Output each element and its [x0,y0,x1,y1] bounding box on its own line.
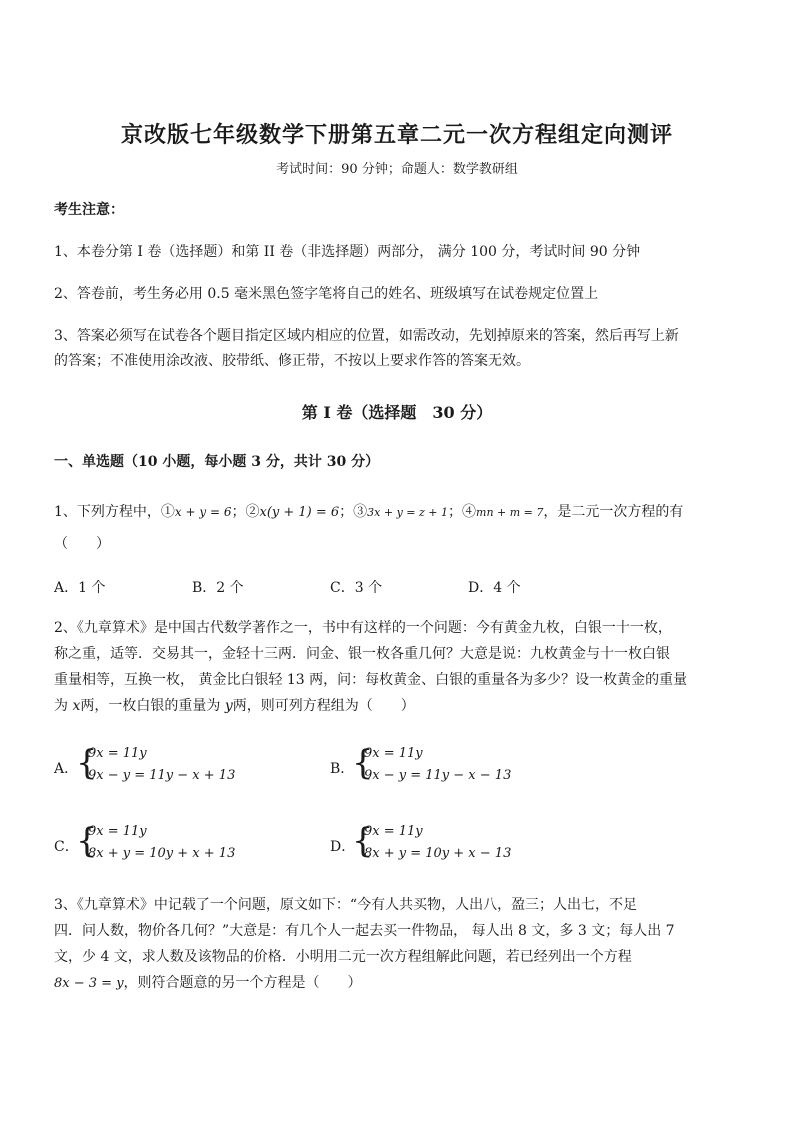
q1-option-b[interactable]: B．2 个 [192,580,244,596]
q1-circle-2: ② [245,504,260,520]
brace-icon: { [76,743,98,783]
q2-option-a-eq1: 9x = 11y [88,746,147,761]
q2-option-c-eq2: 8x + y = 10y + x + 13 [88,846,236,861]
q2-line-4-a: 为 [54,698,73,714]
q2-option-d-eq2: 8x + y = 10y + x − 13 [364,846,512,861]
q2-var-x: x [72,698,81,714]
q1-prefix: 1、下列方程中， [54,504,161,520]
q1-equation-3: 3x + y = z + 1 [367,506,449,519]
q1-circle-4: ④ [462,504,477,520]
q2-option-d-eq1: 9x = 11y [364,824,423,839]
q2-line-4-c: 两，则可列方程组为（ ） [232,698,415,714]
q2-var-y: y [224,698,233,714]
q3-equation: 8x − 3 = y [54,976,124,991]
q2-option-d[interactable] [330,822,590,866]
q1-separator-1: ； [231,504,246,520]
exam-info: 考试时间：90 分钟；命题人：数学教研组 [276,162,518,177]
q1-separator-2: ； [339,504,354,520]
q2-line-4 [54,693,415,719]
q1-option-c[interactable]: C．3 个 [330,580,383,596]
brace-icon: { [352,821,374,861]
q2-option-d-label: D． [330,839,356,855]
q1-suffix: ，是二元一次方程的有 [543,504,684,520]
q3-line-4-rest: ，则符合题意的另一个方程是（ ） [123,975,362,991]
q2-line-3: 重量相等，互换一枚， 黄金比白银轻 13 两，问：每枚黄金、白银的重量各为多少？设一枚黄金的重量 [54,672,688,688]
q3-line-4 [54,970,362,997]
q2-option-a-label: A． [54,761,79,777]
notice-item-2: 2、答卷前，考生务必用 0.5 毫米黑色签字笔将自己的姓名、班级填写在试卷规定位置上 [54,286,599,302]
q2-option-c-label: C． [54,839,79,855]
q2-option-b[interactable] [330,744,590,788]
brace-icon: { [76,821,98,861]
notice-item-1: 1、本卷分第 I 卷（选择题）和第 II 卷（非选择题）两部分， 满分 100 分，考试时间 90 分钟 [54,244,641,260]
q2-option-a[interactable] [54,744,314,788]
q2-option-a-eq2: 9x − y = 11y − x + 13 [88,768,236,783]
q2-option-c-eq1: 9x = 11y [88,824,147,839]
q1-equation-1: x + y = 6 [174,505,232,519]
q3-line-1: 3、《九章算术》中记载了一个问题，原文如下：“今有人共买物，人出八，盈三；人出七，不足 [54,897,638,913]
q1-circle-3: ③ [353,504,368,520]
q1-answer-blank: （ ） [54,536,110,552]
q2-line-1: 2、《九章算术》是中国古代数学著作之一，书中有这样的一个问题：今有黄金九枚，白银一十一枚， [54,620,672,636]
q2-option-b-eq1: 9x = 11y [364,746,423,761]
q1-circle-1: ① [160,504,175,520]
q1-option-a[interactable]: A．1 个 [54,580,106,596]
page-title: 京改版七年级数学下册第五章二元一次方程组定向测评 [120,122,673,148]
notice-item-3: 3、答案必须写在试卷各个题目指定区域内相应的位置，如需改动，先划掉原来的答案，然后再写上新 [54,328,679,344]
q2-option-b-eq2: 9x − y = 11y − x − 13 [364,768,512,783]
q1-option-d[interactable]: D．4 个 [468,580,521,596]
q1-equation-4: mn + m = 7 [476,506,544,519]
notice-heading: 考生注意： [54,202,124,218]
q2-option-b-label: B． [330,761,355,777]
q1-separator-3: ； [448,504,463,520]
q3-line-2: 四．问人数，物价各几何？”大意是：有几个人一起去买一件物品， 每人出 8 文，多 3 文；每人出 7 [54,923,675,939]
q2-line-2: 称之重，适等．交易其一，金轻十三两．问金、银一枚各重几何？大意是说：九枚黄金与十一枚白银 [54,646,670,662]
q2-line-4-b: 两，一枚白银的重量为 [80,698,225,714]
notice-item-3-cont: 的答案；不准使用涂改液、胶带纸、修正带，不按以上要求作答的答案无效。 [54,353,530,369]
q2-option-c[interactable] [54,822,314,866]
section-title: 一、单选题（10 小题，每小题 3 分，共计 30 分） [54,454,380,470]
q1-equation-2: x(y + 1) = 6 [259,505,340,520]
q3-line-3: 文，少 4 文，求人数及该物品的价格．小明用二元一次方程组解此问题，若已经列出一个方程 [54,949,632,965]
part-title: 第 I 卷（选择题 30 分） [301,403,493,422]
question-1 [54,502,683,523]
brace-icon: { [352,743,374,783]
